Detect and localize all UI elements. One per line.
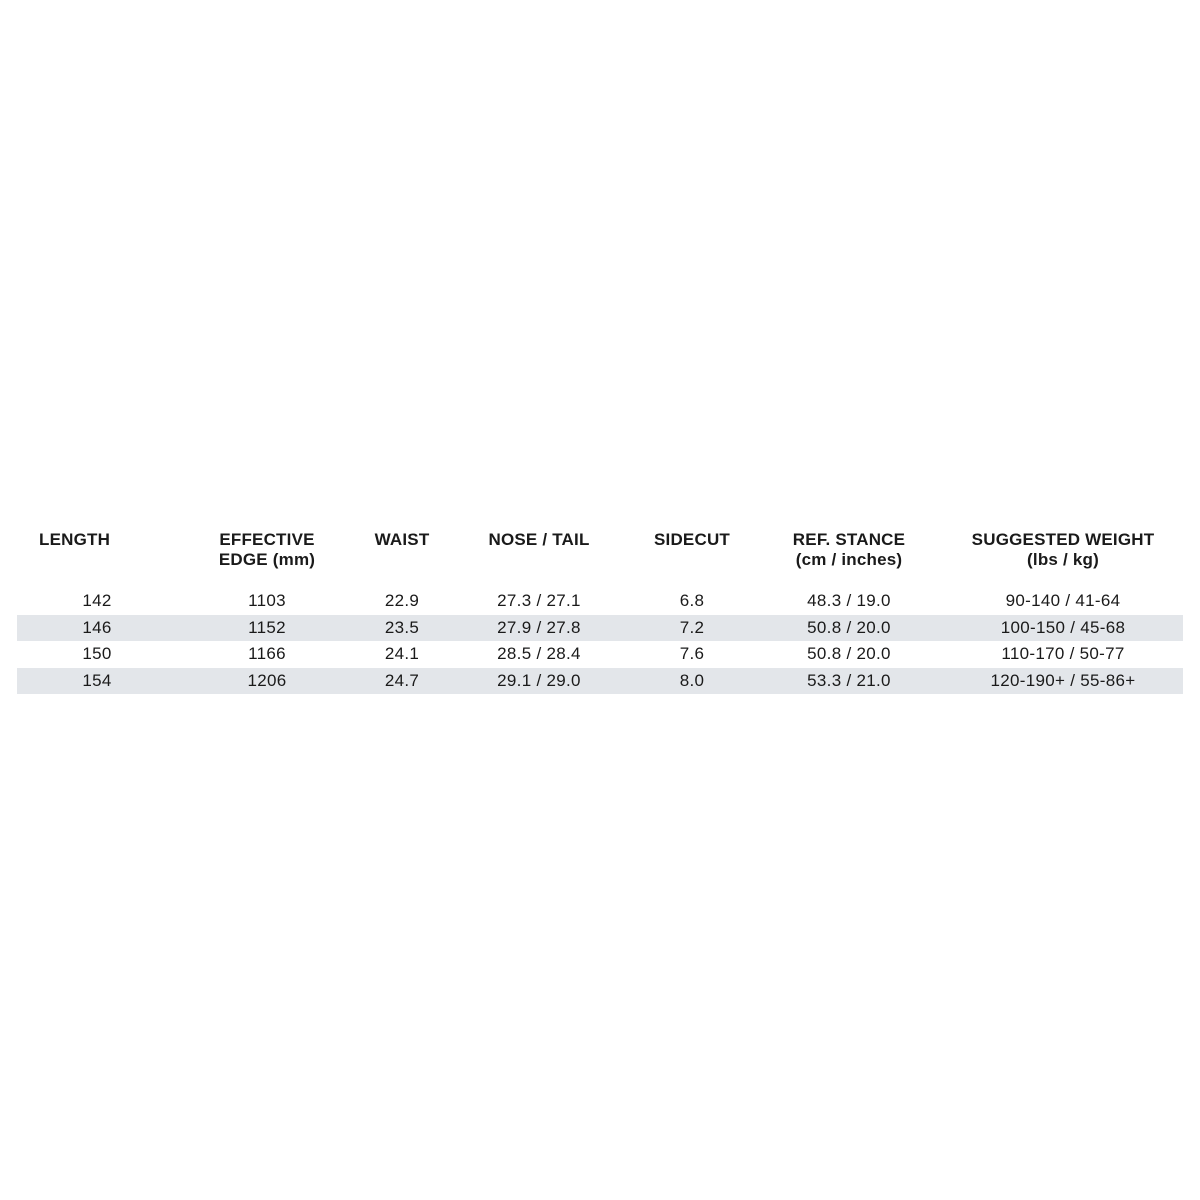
header-effective-edge: EFFECTIVE EDGE (mm): [218, 530, 316, 569]
cell-suggested-weight: 100-150 / 45-68: [1000, 617, 1126, 637]
cell-waist: 24.7: [384, 670, 420, 690]
cell-ref-stance: 50.8 / 20.0: [807, 617, 891, 637]
table-body: [17, 588, 1183, 694]
cell-length: 142: [82, 591, 112, 610]
spec-table: [17, 530, 1183, 694]
table-row: [17, 668, 1183, 695]
cell-waist: 24.1: [384, 644, 420, 663]
cell-length: 150: [82, 644, 112, 663]
cell-effective-edge: 1152: [248, 617, 286, 637]
cell-nose-tail: 28.5 / 28.4: [497, 644, 581, 663]
cell-sidecut: 7.2: [679, 617, 705, 637]
cell-effective-edge: 1166: [248, 644, 286, 663]
header-waist: WAIST: [374, 530, 430, 549]
header-length: LENGTH: [39, 530, 111, 549]
cell-ref-stance: 48.3 / 19.0: [807, 591, 891, 610]
cell-sidecut: 6.8: [679, 591, 705, 610]
table-row: [17, 588, 1183, 615]
cell-nose-tail: 27.9 / 27.8: [497, 617, 581, 637]
cell-effective-edge: 1206: [247, 670, 287, 690]
header-suggested-weight: SUGGESTED WEIGHT (lbs / kg): [971, 530, 1155, 569]
cell-effective-edge: 1103: [248, 591, 286, 610]
header-sidecut: SIDECUT: [653, 530, 731, 549]
cell-ref-stance: 50.8 / 20.0: [807, 644, 891, 663]
cell-sidecut: 8.0: [679, 670, 705, 690]
cell-ref-stance: 53.3 / 21.0: [807, 670, 891, 690]
cell-length: 154: [82, 670, 112, 690]
table-row: [17, 615, 1183, 642]
cell-waist: 22.9: [384, 591, 420, 610]
table-row: [17, 641, 1183, 668]
cell-nose-tail: 27.3 / 27.1: [497, 591, 581, 610]
cell-length: 146: [82, 617, 112, 637]
header-ref-stance: REF. STANCE (cm / inches): [792, 530, 906, 569]
cell-nose-tail: 29.1 / 29.0: [497, 670, 581, 690]
header-nose-tail: NOSE / TAIL: [488, 530, 590, 549]
cell-suggested-weight: 120-190+ / 55-86+: [990, 670, 1136, 690]
table-header: [17, 530, 1183, 588]
cell-waist: 23.5: [384, 617, 420, 637]
cell-sidecut: 7.6: [679, 644, 705, 663]
cell-suggested-weight: 90-140 / 41-64: [1005, 591, 1121, 610]
cell-suggested-weight: 110-170 / 50-77: [1001, 644, 1125, 663]
